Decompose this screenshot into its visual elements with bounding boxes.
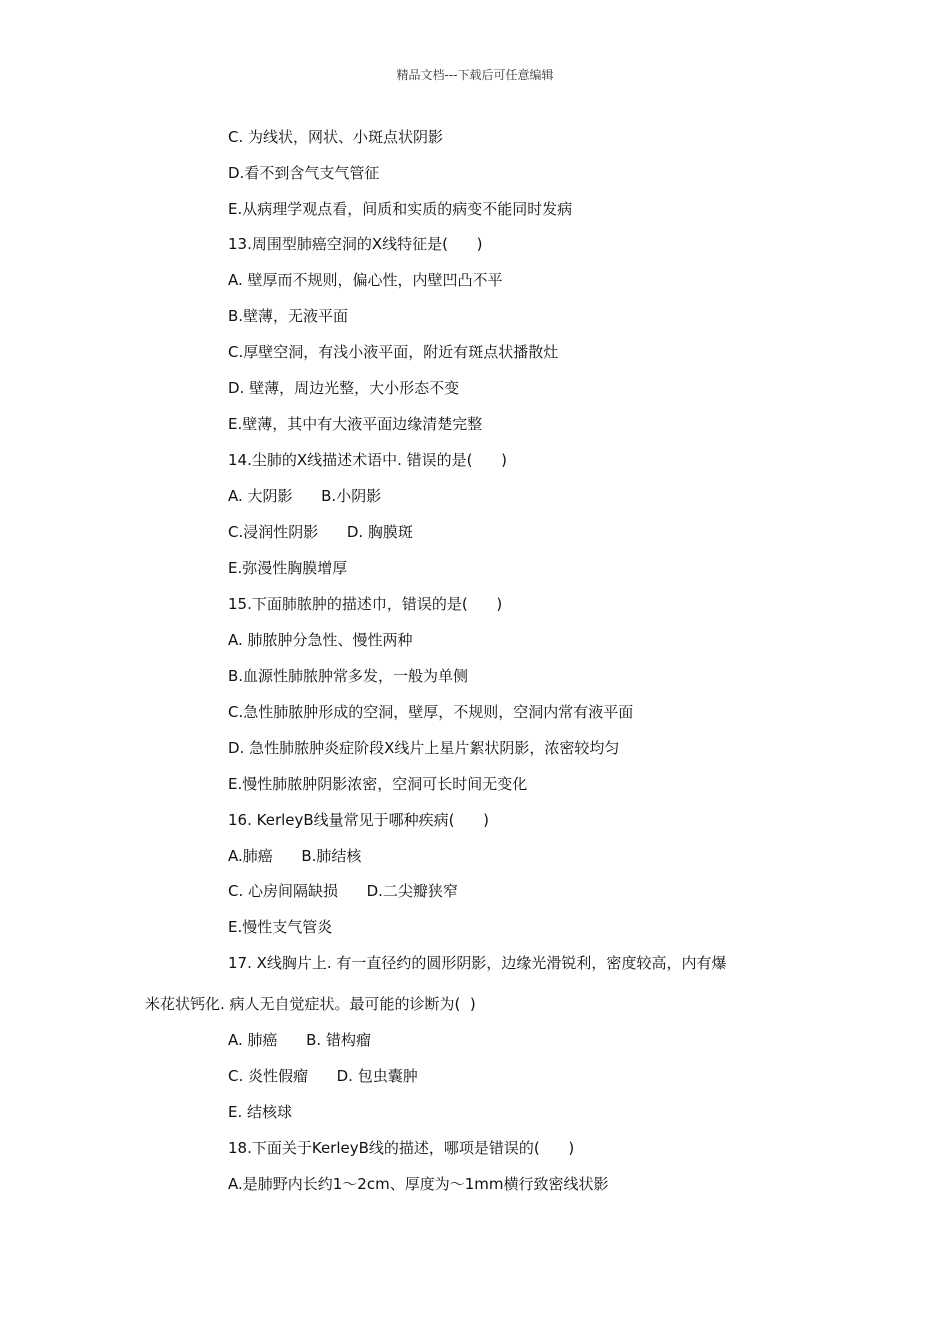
option-line: E.弥漫性胸膜增厚 [228, 559, 348, 577]
option-line: C. 炎性假瘤 D. 包虫囊肿 [228, 1067, 418, 1085]
option-line: A. 肺脓肿分急性、慢性两种 [228, 631, 413, 649]
question-17: 17. X线胸片上. 有一直径约的圆形阴影，边缘光滑锐利，密度较高，内有爆 [228, 954, 727, 972]
question-18: 18.下面关于KerleyB线的描述，哪项是错误的( ) [228, 1139, 575, 1157]
option-line: E.慢性肺脓肿阴影浓密，空洞可长时间无变化 [228, 775, 528, 793]
option-line: C.浸润性阴影 D. 胸膜斑 [228, 523, 413, 541]
option-line: C. 为线状，网状、小斑点状阴影 [228, 128, 444, 146]
option-line: C.急性肺脓肿形成的空洞，壁厚，不规则，空洞内常有液平面 [228, 703, 634, 721]
option-line: E. 结核球 [228, 1103, 293, 1121]
option-line: E.壁薄，其中有大液平面边缘清楚完整 [228, 415, 483, 433]
option-line: A.是肺野内长约1～2cm、厚度为～1mm横行致密线状影 [228, 1175, 609, 1193]
option-line: D.看不到含气支气管征 [228, 164, 380, 182]
question-14: 14.尘肺的X线描述术语中. 错误的是( ) [228, 451, 507, 469]
option-line: C.厚壁空洞，有浅小液平面，附近有斑点状播散灶 [228, 343, 559, 361]
option-line: E.从病理学观点看，间质和实质的病变不能同时发病 [228, 200, 573, 218]
option-line: A. 大阴影 B.小阴影 [228, 487, 382, 505]
option-line: B.壁薄，无液平面 [228, 307, 349, 325]
question-17-continuation: 米花状钙化. 病人无自觉症状。最可能的诊断为( ) [145, 995, 476, 1013]
question-15: 15.下面肺脓肿的描述巾，错误的是( ) [228, 595, 503, 613]
option-line: D. 急性肺脓肿炎症阶段X线片上星片絮状阴影，浓密较均匀 [228, 739, 620, 757]
option-line: A. 壁厚而不规则，偏心性，内壁凹凸不平 [228, 271, 503, 289]
option-line: A. 肺癌 B. 错构瘤 [228, 1031, 371, 1049]
option-line: A.肺癌 B.肺结核 [228, 847, 362, 865]
page-header: 精品文档---下载后可任意编辑 [396, 68, 554, 82]
option-line: B.血源性肺脓肿常多发，一般为单侧 [228, 667, 469, 685]
question-13: 13.周围型肺癌空洞的X线特征是( ) [228, 235, 483, 253]
option-line: D. 壁薄，周边光整，大小形态不变 [228, 379, 460, 397]
option-line: E.慢性支气管炎 [228, 918, 333, 936]
option-line: C. 心房间隔缺损 D.二尖瓣狭窄 [228, 882, 458, 900]
question-16: 16. KerleyB线量常见于哪种疾病( ) [228, 811, 489, 829]
